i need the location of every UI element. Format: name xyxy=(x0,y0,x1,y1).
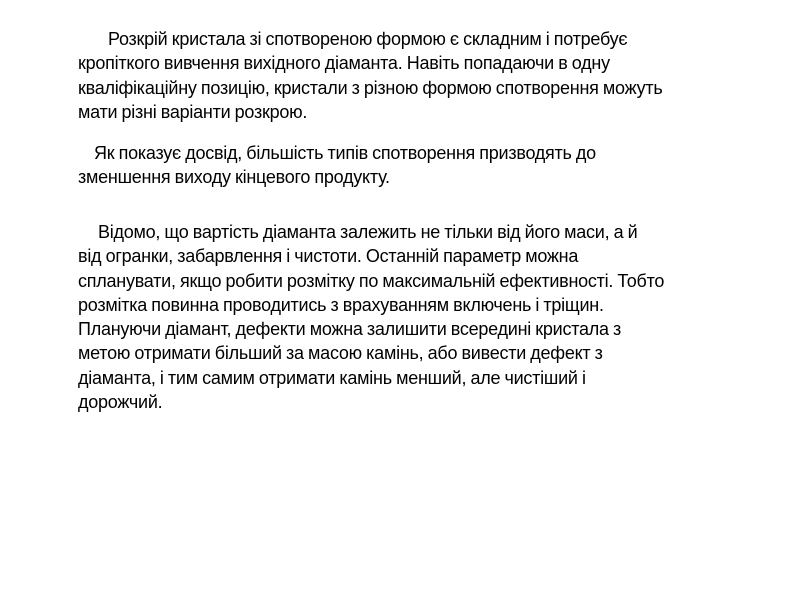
text-line: мати різні варіанти розкрою. xyxy=(78,101,308,122)
paragraph-text xyxy=(78,141,768,190)
paragraph-cutting-complexity xyxy=(78,27,768,124)
text-line: спланувати, якщо робити розмітку по максимальній ефективності. Тобто xyxy=(78,270,665,291)
paragraph-text xyxy=(78,27,768,124)
paragraph-diamond-value xyxy=(78,220,768,414)
paragraph-distortion-yield xyxy=(78,141,768,190)
text-line: зменшення виходу кінцевого продукту. xyxy=(78,167,390,188)
text-line: метою отримати більший за масою камінь, або вивести дефект з xyxy=(78,343,603,364)
text-line: кваліфікаційну позицію, кристали з різною формою спотворення можуть xyxy=(78,77,663,98)
text-line: Відомо, що вартість діаманта залежить не тільки від його маси, а й xyxy=(98,222,638,242)
text-line: розмітка повинна проводитись з врахуванням включень і тріщин. xyxy=(78,294,604,315)
text-line: дорожчий. xyxy=(78,392,163,413)
text-line: Розкрій кристала зі спотвореною формою є складним і потребує xyxy=(108,29,628,49)
text-line: Плануючи діамант, дефекти можна залишити всередині кристала з xyxy=(78,319,622,340)
text-line: від огранки, забарвлення і чистоти. Останній параметр можна xyxy=(78,246,579,267)
text-line: діаманта, і тим самим отримати камінь менший, але чистіший і xyxy=(78,367,586,388)
text-line: Як показує досвід, більшість типів спотворення призводять до xyxy=(94,143,596,163)
text-line: кропіткого вивчення вихідного діаманта. Навіть попадаючи в одну xyxy=(78,53,610,74)
paragraph-text xyxy=(78,220,768,414)
